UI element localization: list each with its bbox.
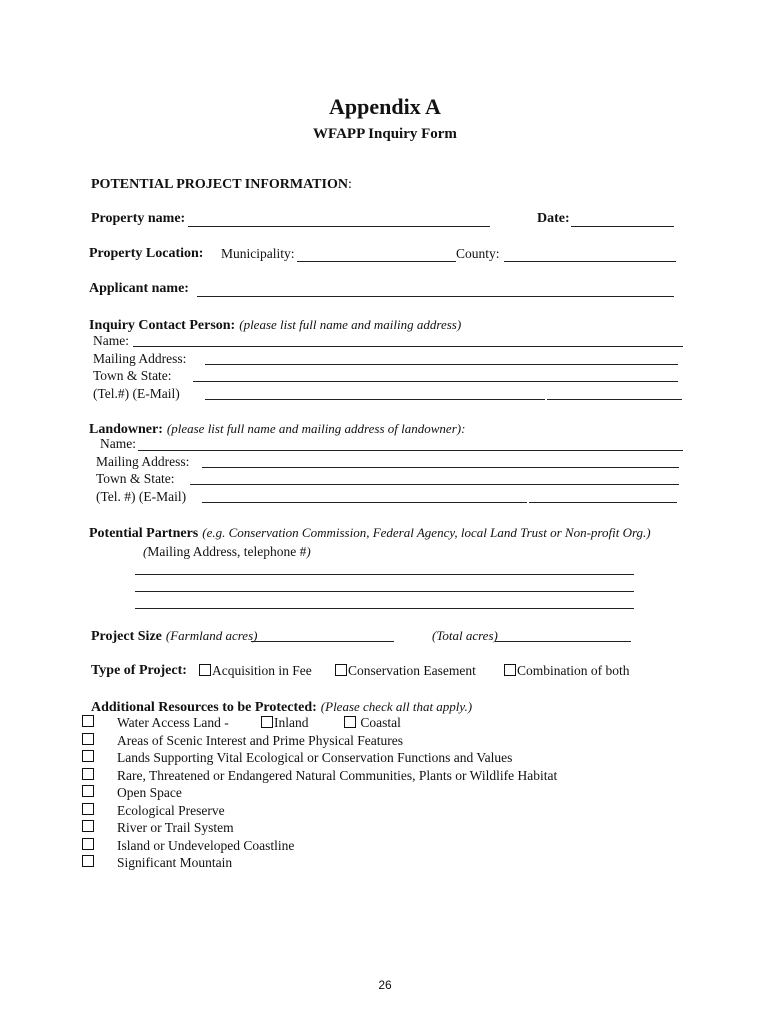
page-number: 26 bbox=[378, 978, 392, 992]
landowner-name-field[interactable] bbox=[138, 450, 683, 451]
type-option-easement[interactable] bbox=[335, 663, 476, 679]
partners-line-1[interactable] bbox=[135, 574, 634, 575]
date-field[interactable] bbox=[571, 226, 674, 227]
project-type-label: Type of Project: bbox=[91, 663, 187, 678]
landowner-name-label: Name: bbox=[100, 436, 136, 451]
checkbox-icon[interactable] bbox=[82, 768, 94, 780]
contact-tel-label: (Tel.#) (E-Mail) bbox=[93, 386, 180, 401]
type-option-label: Conservation Easement bbox=[348, 663, 476, 678]
municipality-field[interactable] bbox=[297, 261, 456, 262]
water-option-label: Coastal bbox=[360, 715, 401, 730]
form-subtitle: WFAPP Inquiry Form bbox=[313, 126, 457, 142]
county-label: County: bbox=[456, 246, 500, 261]
resources-heading-colon: : bbox=[312, 700, 317, 715]
farmland-acres-label: (Farmland acres) bbox=[165, 628, 258, 643]
total-acres-label: (Total acres) bbox=[432, 628, 498, 643]
property-name-field[interactable] bbox=[188, 226, 490, 227]
resource-item: Island or Undeveloped Coastline bbox=[117, 838, 295, 853]
date-label: Date: bbox=[537, 211, 570, 226]
resource-item: Areas of Scenic Interest and Prime Physical Features bbox=[117, 733, 404, 748]
checkbox-icon[interactable] bbox=[82, 855, 94, 867]
contact-name-label: Name: bbox=[93, 333, 129, 348]
page-title: Appendix A bbox=[329, 94, 441, 119]
contact-email-field[interactable] bbox=[547, 399, 682, 400]
contact-name-field[interactable] bbox=[133, 346, 683, 347]
landowner-mailing-field[interactable] bbox=[202, 467, 679, 468]
checkbox-icon[interactable] bbox=[82, 715, 94, 727]
type-option-label: Combination of both bbox=[517, 663, 630, 678]
checkbox-icon[interactable] bbox=[335, 664, 347, 676]
partners-subnote bbox=[143, 544, 311, 560]
contact-town-label: Town & State: bbox=[93, 368, 172, 383]
type-option-combination[interactable] bbox=[504, 663, 630, 679]
section-heading-colon: : bbox=[347, 177, 352, 192]
property-location-label: Property Location: bbox=[89, 246, 204, 261]
checkbox-icon[interactable] bbox=[199, 664, 211, 676]
landowner-tel-field[interactable] bbox=[202, 502, 527, 503]
property-name-label: Property name: bbox=[91, 211, 186, 226]
checkbox-icon[interactable] bbox=[82, 750, 94, 762]
landowner-tel-label: (Tel. #) (E-Mail) bbox=[96, 489, 187, 504]
partners-subnote-close: ) bbox=[306, 544, 311, 559]
partners-subnote-open: ( bbox=[143, 544, 148, 559]
checkbox-icon[interactable] bbox=[82, 820, 94, 832]
landowner-email-field[interactable] bbox=[529, 502, 677, 503]
resources-note: (Please check all that apply.) bbox=[320, 699, 473, 714]
partners-note: (e.g. Conservation Commission, Federal Agency, local Land Trust or Non-profit Org.) bbox=[202, 525, 651, 540]
landowner-mailing-label: Mailing Address: bbox=[96, 454, 190, 469]
landowner-heading bbox=[89, 420, 465, 438]
resource-item: Open Space bbox=[117, 785, 182, 800]
resources-heading bbox=[91, 698, 472, 716]
county-field[interactable] bbox=[504, 261, 676, 262]
contact-mailing-field[interactable] bbox=[205, 364, 678, 365]
project-size-heading-text: Project Size bbox=[91, 629, 162, 644]
resources-heading-text: Additional Resources to be Protected bbox=[91, 700, 313, 715]
partners-heading-text: Potential Partners bbox=[89, 526, 199, 541]
resource-item: Lands Supporting Vital Ecological or Conservation Functions and Values bbox=[117, 750, 513, 765]
landowner-heading-text: Landowner: bbox=[89, 422, 163, 437]
water-option-coastal[interactable] bbox=[344, 715, 401, 731]
checkbox-icon[interactable] bbox=[261, 716, 273, 728]
checkbox-icon[interactable] bbox=[504, 664, 516, 676]
landowner-note: (please list full name and mailing address of landowner): bbox=[166, 421, 466, 436]
applicant-name-label: Applicant name: bbox=[89, 281, 189, 296]
partners-subnote-text: Mailing Address, telephone # bbox=[147, 544, 307, 559]
section-heading-project-info bbox=[91, 177, 352, 193]
contact-town-field[interactable] bbox=[193, 381, 678, 382]
contact-tel-field[interactable] bbox=[205, 399, 545, 400]
checkbox-icon[interactable] bbox=[82, 733, 94, 745]
partners-line-3[interactable] bbox=[135, 608, 634, 609]
section-heading-text: POTENTIAL PROJECT INFORMATION bbox=[91, 177, 348, 192]
contact-heading bbox=[89, 316, 461, 334]
water-option-inland[interactable] bbox=[261, 715, 309, 731]
type-option-acquisition[interactable] bbox=[199, 663, 312, 679]
resource-item: River or Trail System bbox=[117, 820, 234, 835]
resource-water-access-label: Water Access Land - bbox=[117, 715, 229, 730]
water-option-label: Inland bbox=[274, 715, 309, 730]
checkbox-icon[interactable] bbox=[82, 785, 94, 797]
contact-heading-text: Inquiry Contact Person: bbox=[89, 318, 236, 333]
applicant-name-field[interactable] bbox=[197, 296, 674, 297]
checkbox-icon[interactable] bbox=[82, 838, 94, 850]
landowner-town-label: Town & State: bbox=[96, 471, 175, 486]
farmland-acres-field[interactable] bbox=[251, 641, 394, 642]
checkbox-icon[interactable] bbox=[82, 803, 94, 815]
project-size-heading bbox=[91, 627, 257, 645]
contact-mailing-label: Mailing Address: bbox=[93, 351, 187, 366]
partners-line-2[interactable] bbox=[135, 591, 634, 592]
total-acres-field[interactable] bbox=[495, 641, 631, 642]
contact-note: (please list full name and mailing address) bbox=[239, 317, 462, 332]
landowner-town-field[interactable] bbox=[190, 484, 679, 485]
municipality-label: Municipality: bbox=[221, 246, 295, 261]
checkbox-icon[interactable] bbox=[344, 716, 356, 728]
resource-item: Ecological Preserve bbox=[117, 803, 225, 818]
type-option-label: Acquisition in Fee bbox=[212, 663, 312, 678]
resource-item: Rare, Threatened or Endangered Natural Communities, Plants or Wildlife Habitat bbox=[117, 768, 558, 783]
partners-heading bbox=[89, 524, 651, 542]
resource-item: Significant Mountain bbox=[117, 855, 233, 870]
